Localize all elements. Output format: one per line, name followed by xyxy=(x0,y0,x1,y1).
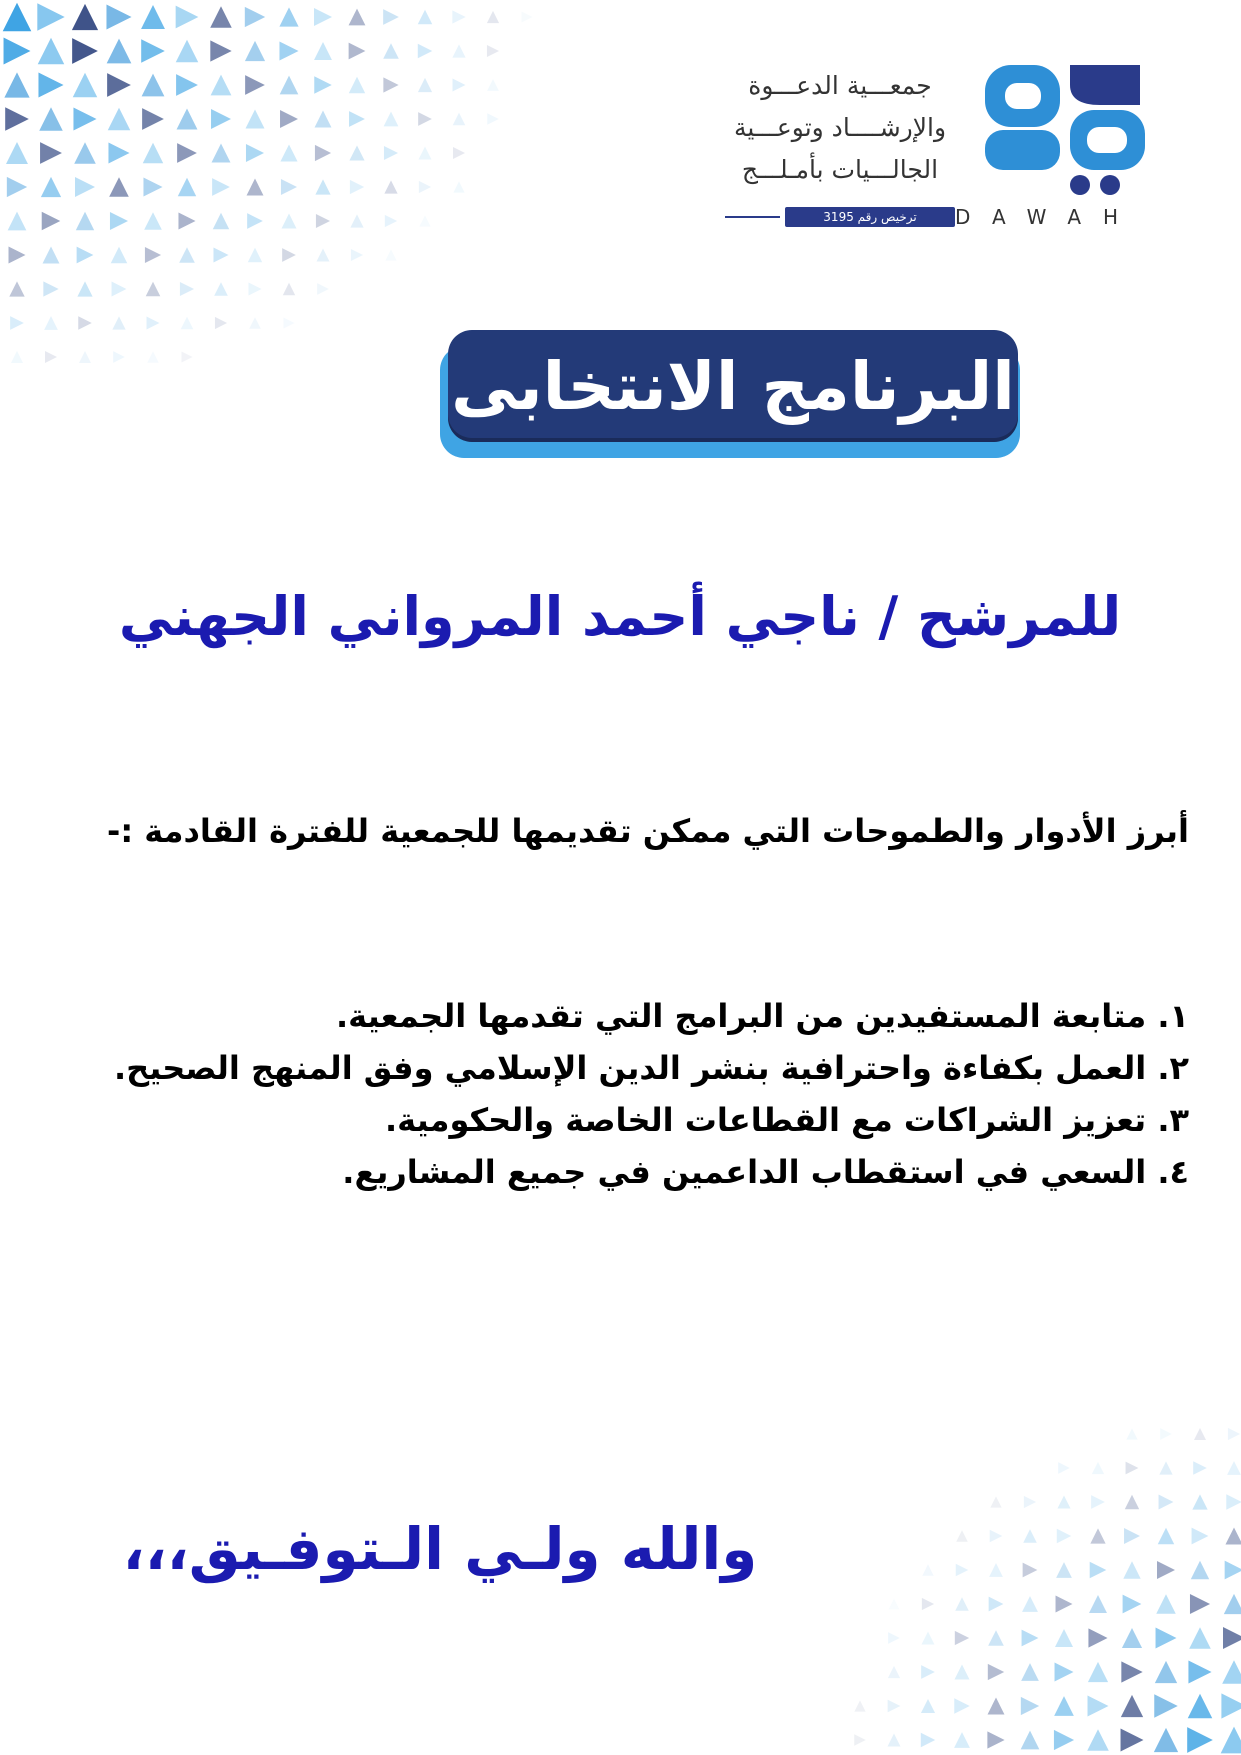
pattern-triangle xyxy=(6,142,28,164)
pattern-triangle xyxy=(921,1699,935,1713)
pattern-triangle xyxy=(854,1700,865,1711)
pattern-triangle xyxy=(1156,1628,1177,1649)
pattern-triangle xyxy=(922,1564,933,1575)
pattern-triangle xyxy=(1192,1528,1209,1545)
pattern-triangle xyxy=(956,1564,969,1577)
pattern-triangle xyxy=(1088,1662,1108,1682)
pattern-triangle xyxy=(1021,1731,1040,1750)
pattern-triangle xyxy=(385,215,397,227)
pattern-triangle xyxy=(212,144,231,163)
pattern-triangle xyxy=(888,1700,901,1713)
pattern-triangle xyxy=(1090,1528,1105,1543)
pattern-triangle xyxy=(248,248,262,262)
pattern-triangle xyxy=(8,212,27,231)
pattern-triangle xyxy=(74,142,96,164)
pattern-triangle xyxy=(888,1734,901,1747)
pattern-triangle xyxy=(1225,1561,1241,1580)
pattern-triangle xyxy=(453,147,465,159)
pattern-triangle xyxy=(419,181,431,193)
decorative-triangle-pattern-bottom xyxy=(741,1315,1241,1755)
pattern-triangle xyxy=(213,247,228,262)
pattern-triangle xyxy=(1024,1496,1036,1508)
pattern-triangle xyxy=(1023,1563,1038,1578)
pattern-triangle xyxy=(78,316,92,330)
pattern-triangle xyxy=(143,177,162,196)
pattern-triangle xyxy=(143,143,163,163)
pattern-triangle xyxy=(1054,1696,1074,1716)
pattern-triangle xyxy=(77,247,94,264)
pattern-triangle xyxy=(44,316,58,330)
pattern-triangle xyxy=(383,77,398,92)
pattern-triangle xyxy=(487,11,499,23)
pattern-triangle xyxy=(247,179,264,196)
pattern-triangle xyxy=(142,74,165,97)
pattern-triangle xyxy=(1022,1630,1039,1647)
pattern-triangle xyxy=(181,351,192,362)
pattern-triangle xyxy=(1191,1561,1209,1579)
pattern-triangle xyxy=(1087,1695,1108,1716)
organization-name-line: والإرشــــاد وتوعـــية xyxy=(733,113,947,142)
pattern-triangle xyxy=(280,144,297,161)
pattern-triangle xyxy=(317,283,329,295)
pattern-triangle xyxy=(522,12,533,23)
pattern-triangle xyxy=(452,10,465,23)
pattern-triangle xyxy=(955,1631,969,1645)
pattern-triangle xyxy=(144,212,162,230)
pattern-triangle xyxy=(1225,1527,1241,1544)
pattern-triangle xyxy=(888,1666,900,1678)
pattern-triangle xyxy=(1089,1595,1107,1613)
pattern-triangle xyxy=(43,247,60,264)
pattern-triangle xyxy=(178,178,196,196)
pattern-triangle xyxy=(107,73,131,97)
organization-name xyxy=(725,65,955,191)
pattern-triangle xyxy=(383,9,399,25)
pattern-triangle xyxy=(283,283,295,295)
pattern-triangle xyxy=(110,212,128,230)
pattern-triangle xyxy=(1221,1693,1241,1718)
pattern-triangle xyxy=(1190,1594,1210,1614)
pattern-triangle xyxy=(1121,1661,1142,1682)
pattern-triangle xyxy=(1158,1528,1174,1544)
pattern-triangle xyxy=(73,73,98,98)
license-badge: ترخيص رقم 3195 xyxy=(785,207,955,227)
pattern-triangle xyxy=(72,4,98,30)
pattern-triangle xyxy=(215,317,227,329)
pattern-triangle xyxy=(1056,1562,1072,1578)
pattern-triangle xyxy=(181,317,194,330)
pattern-triangle xyxy=(418,44,432,58)
pattern-triangle xyxy=(10,316,24,330)
pattern-triangle xyxy=(487,79,499,91)
pattern-triangle xyxy=(108,142,129,163)
pattern-triangle xyxy=(4,38,31,65)
pattern-triangle xyxy=(349,111,365,127)
pattern-triangle xyxy=(247,213,263,229)
pattern-triangle xyxy=(38,38,65,65)
pattern-triangle xyxy=(79,351,91,363)
pattern-triangle xyxy=(1188,1660,1211,1683)
pattern-triangle xyxy=(106,4,131,29)
pattern-triangle xyxy=(176,74,198,96)
pattern-triangle xyxy=(1090,1562,1107,1579)
pattern-triangle xyxy=(282,214,297,229)
pattern-triangle xyxy=(37,3,64,30)
closing-phrase: والله ولـي الـتوفـيق،،، xyxy=(122,1515,758,1583)
pattern-triangle xyxy=(45,351,57,363)
pattern-triangle xyxy=(212,178,230,196)
pattern-triangle xyxy=(418,78,432,92)
pattern-triangle xyxy=(1021,1697,1039,1715)
pattern-triangle xyxy=(1189,1627,1211,1649)
pattern-triangle xyxy=(453,113,466,126)
pattern-triangle xyxy=(1126,1428,1137,1439)
pattern-triangle xyxy=(1193,1461,1207,1475)
pattern-triangle xyxy=(9,281,24,296)
pattern-triangle xyxy=(349,77,365,93)
pattern-triangle xyxy=(39,107,62,130)
pattern-triangle xyxy=(248,282,261,295)
pattern-triangle xyxy=(317,249,330,262)
pattern-triangle xyxy=(1124,1528,1140,1544)
pattern-triangle xyxy=(1159,1495,1174,1510)
pattern-triangle xyxy=(453,181,464,192)
pattern-triangle xyxy=(1125,1495,1139,1509)
pattern-triangle xyxy=(350,214,363,227)
pattern-triangle xyxy=(1058,1462,1070,1474)
list-item: ٢. العمل بكفاءة واحترافية بنشر الدين الإسلامي وفق المنهج الصحيح. xyxy=(113,1049,1189,1087)
pattern-triangle xyxy=(279,7,298,26)
pattern-triangle xyxy=(111,247,127,263)
pattern-triangle xyxy=(1057,1529,1071,1543)
pattern-triangle xyxy=(40,142,62,164)
intro-heading: أبرز الأدوار والطموحات التي ممكن تقديمها للجمعية للفترة القادمة :- xyxy=(107,812,1189,850)
pattern-triangle xyxy=(8,246,25,263)
pattern-triangle xyxy=(1055,1629,1073,1647)
pattern-triangle xyxy=(385,249,396,260)
pattern-triangle xyxy=(1160,1428,1172,1440)
organization-name-line: الجالـــيات بأمـلـــج xyxy=(741,155,939,184)
pattern-triangle xyxy=(315,111,332,128)
pattern-triangle xyxy=(956,1530,968,1542)
pattern-triangle xyxy=(211,75,232,96)
pattern-triangle xyxy=(1192,1494,1207,1509)
pattern-triangle xyxy=(245,7,265,27)
pattern-triangle xyxy=(42,212,61,231)
pattern-triangle xyxy=(349,9,366,26)
pattern-triangle xyxy=(1222,1660,1241,1684)
pattern-triangle xyxy=(1088,1628,1107,1647)
pattern-triangle xyxy=(11,351,23,363)
pattern-triangle xyxy=(142,108,164,130)
pattern-triangle xyxy=(1227,1461,1241,1475)
pattern-triangle xyxy=(1123,1561,1140,1578)
pattern-triangle xyxy=(279,41,298,60)
pattern-triangle xyxy=(177,143,197,163)
pattern-triangle xyxy=(315,145,331,161)
pattern-triangle xyxy=(282,248,296,262)
pattern-triangle xyxy=(1123,1595,1142,1614)
pattern-triangle xyxy=(989,1597,1004,1612)
pattern-triangle xyxy=(384,112,399,127)
pattern-triangle xyxy=(349,43,366,60)
pattern-triangle xyxy=(107,39,132,64)
pattern-triangle xyxy=(990,1530,1003,1543)
pattern-triangle xyxy=(43,281,58,296)
pattern-triangle xyxy=(351,249,363,261)
pattern-triangle xyxy=(214,282,228,296)
pattern-triangle xyxy=(988,1630,1004,1646)
pattern-triangle xyxy=(314,76,332,94)
pattern-triangle xyxy=(177,109,198,130)
pattern-triangle xyxy=(1056,1596,1073,1613)
pattern-triangle xyxy=(314,42,332,60)
pattern-triangle xyxy=(987,1731,1004,1748)
pattern-triangle xyxy=(452,44,465,57)
organization-name-line: جمعـــية الدعـــوة xyxy=(748,71,932,100)
pattern-triangle xyxy=(316,214,330,228)
pattern-triangle xyxy=(283,317,294,328)
pattern-triangle xyxy=(213,213,229,229)
pattern-triangle xyxy=(954,1732,970,1748)
pattern-triangle xyxy=(1126,1462,1139,1475)
pattern-triangle xyxy=(246,144,264,162)
pattern-triangle xyxy=(989,1563,1003,1577)
pattern-triangle xyxy=(249,317,261,329)
pattern-triangle xyxy=(487,45,499,57)
pattern-triangle xyxy=(1154,1694,1177,1717)
banner-title: البرنامج الانتخابى xyxy=(448,330,1018,442)
pattern-triangle xyxy=(384,180,397,193)
pattern-triangle xyxy=(315,179,330,194)
pattern-triangle xyxy=(1157,1561,1175,1579)
pattern-triangle xyxy=(1121,1695,1143,1717)
goals-list xyxy=(89,990,1189,1198)
pattern-triangle xyxy=(954,1664,969,1679)
pattern-triangle xyxy=(1221,1727,1241,1754)
pattern-triangle xyxy=(1228,1428,1240,1440)
pattern-triangle xyxy=(145,247,161,263)
pattern-triangle xyxy=(988,1698,1005,1715)
pattern-triangle xyxy=(1154,1728,1178,1752)
pattern-triangle xyxy=(990,1496,1001,1507)
pattern-triangle xyxy=(487,113,498,124)
pattern-triangle xyxy=(1188,1694,1213,1719)
list-item: ١. متابعة المستفيدين من البرامج التي تقدمها الجمعية. xyxy=(336,997,1189,1035)
pattern-triangle xyxy=(1055,1663,1074,1682)
pattern-triangle xyxy=(246,110,265,129)
pattern-triangle xyxy=(888,1632,900,1644)
pattern-triangle xyxy=(350,180,364,194)
pattern-triangle xyxy=(1022,1596,1038,1612)
pattern-triangle xyxy=(5,107,29,131)
dawah-logo-icon xyxy=(975,55,1155,200)
pattern-triangle xyxy=(1226,1494,1241,1509)
pattern-triangle xyxy=(1122,1628,1142,1648)
pattern-triangle xyxy=(1194,1428,1206,1440)
pattern-triangle xyxy=(147,317,160,330)
pattern-triangle xyxy=(418,146,431,159)
pattern-triangle xyxy=(921,1665,935,1679)
pattern-triangle xyxy=(210,6,232,28)
pattern-triangle xyxy=(1224,1594,1241,1614)
pattern-triangle xyxy=(419,215,430,226)
pattern-triangle xyxy=(383,43,399,59)
pattern-triangle xyxy=(112,282,127,297)
candidate-name: للمرشح / ناجي أحمد المرواني الجهني xyxy=(118,585,1122,648)
pattern-triangle xyxy=(1087,1729,1109,1751)
pattern-triangle xyxy=(4,72,29,97)
pattern-triangle xyxy=(854,1734,865,1745)
pattern-triangle xyxy=(73,107,96,130)
pattern-triangle xyxy=(954,1698,970,1714)
pattern-triangle xyxy=(41,177,61,197)
pattern-triangle xyxy=(418,112,432,126)
pattern-triangle xyxy=(1159,1461,1172,1474)
pattern-triangle xyxy=(281,179,297,195)
pattern-triangle xyxy=(38,72,63,97)
pattern-triangle xyxy=(141,5,165,29)
pattern-triangle xyxy=(112,316,125,329)
pattern-triangle xyxy=(921,1733,935,1747)
pattern-triangle xyxy=(349,145,364,160)
pattern-triangle xyxy=(921,1631,934,1644)
pattern-triangle xyxy=(178,212,195,229)
pattern-triangle xyxy=(76,212,94,230)
pattern-triangle xyxy=(1156,1594,1176,1614)
pattern-triangle xyxy=(888,1598,899,1609)
pattern-triangle xyxy=(1223,1627,1241,1649)
pattern-triangle xyxy=(146,282,161,297)
pattern-triangle xyxy=(108,108,130,130)
program-banner xyxy=(440,330,1025,470)
pattern-triangle xyxy=(1054,1730,1074,1750)
pattern-triangle xyxy=(280,110,298,128)
pattern-triangle xyxy=(210,40,231,61)
pattern-triangle xyxy=(418,10,433,25)
pattern-triangle xyxy=(109,177,129,197)
list-item: ٣. تعزيز الشراكات مع القطاعات الخاصة والحكومية. xyxy=(385,1101,1189,1139)
pattern-triangle xyxy=(75,177,95,197)
pattern-triangle xyxy=(1023,1529,1037,1543)
pattern-triangle xyxy=(314,8,332,26)
organization-logo xyxy=(725,55,1195,245)
pattern-triangle xyxy=(384,146,398,160)
pattern-triangle xyxy=(245,41,265,61)
pattern-triangle xyxy=(141,39,165,63)
pattern-triangle xyxy=(453,79,466,92)
pattern-triangle xyxy=(1057,1495,1070,1508)
pattern-triangle xyxy=(3,3,32,32)
pattern-triangle xyxy=(176,40,198,62)
list-item: ٤. السعي في استقطاب الداعمين في جميع المشاريع. xyxy=(342,1153,1189,1191)
pattern-triangle xyxy=(922,1598,934,1610)
pattern-triangle xyxy=(176,6,199,29)
pattern-triangle xyxy=(1121,1729,1144,1752)
pattern-triangle xyxy=(72,38,98,64)
pattern-triangle xyxy=(147,351,158,362)
pattern-triangle xyxy=(211,109,231,129)
pattern-triangle xyxy=(988,1664,1004,1680)
pattern-triangle xyxy=(1021,1663,1039,1681)
pattern-triangle xyxy=(179,247,195,263)
logo-latin-wordmark: DAWAH xyxy=(955,205,1141,229)
pattern-triangle xyxy=(113,351,125,363)
pattern-triangle xyxy=(280,76,299,95)
pattern-triangle xyxy=(77,281,92,296)
pattern-triangle xyxy=(1155,1661,1177,1683)
pattern-triangle xyxy=(7,177,27,197)
pattern-triangle xyxy=(180,282,194,296)
pattern-triangle xyxy=(1187,1727,1213,1753)
pattern-triangle xyxy=(1092,1462,1104,1474)
pattern-triangle xyxy=(955,1597,969,1611)
pattern-triangle xyxy=(1091,1495,1105,1509)
pattern-triangle xyxy=(245,75,265,95)
